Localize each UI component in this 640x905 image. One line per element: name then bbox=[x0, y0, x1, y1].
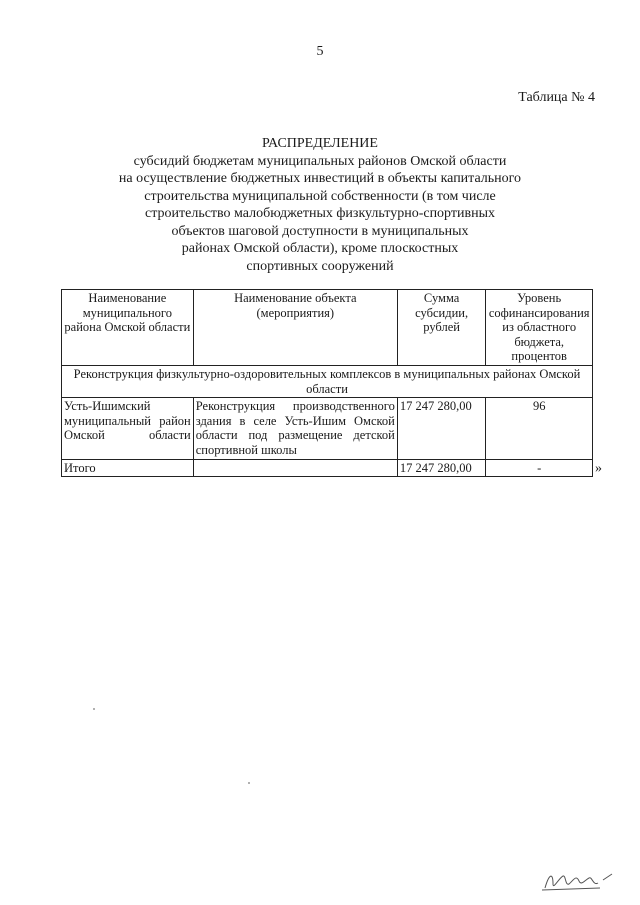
title-line: спортивных сооружений bbox=[246, 258, 394, 274]
title-line: строительства муниципальной собственности (в том числе bbox=[144, 188, 496, 204]
section-title: Реконструкция физкультурно-оздоровительных комплексов в муниципальных районах Омской области bbox=[62, 365, 593, 397]
scan-speck bbox=[248, 782, 250, 784]
header-amount: Сумма субсидии, рублей bbox=[397, 290, 486, 366]
header-district: Наименование муниципального района Омской области bbox=[62, 290, 194, 366]
total-label: Итого bbox=[62, 459, 194, 477]
document-title bbox=[0, 135, 640, 275]
closing-quote: » bbox=[595, 461, 602, 476]
title-line: строительство малобюджетных физкультурно-спортивных bbox=[145, 206, 495, 221]
table-section-row bbox=[62, 365, 593, 397]
cell-amount: 17 247 280,00 bbox=[397, 398, 486, 459]
scan-speck bbox=[93, 708, 95, 710]
title-line: объектов шаговой доступности в муниципальных bbox=[171, 223, 469, 239]
total-level: - bbox=[486, 459, 593, 477]
title-line: субсидий бюджетам муниципальных районов Омской области bbox=[133, 153, 507, 169]
header-object: Наименование объекта (мероприятия) bbox=[193, 290, 397, 366]
page-number: 5 bbox=[316, 44, 324, 59]
header-cofinancing: Уровень софинансирования из областного бюджета, процентов bbox=[486, 290, 593, 366]
title-line: районах Омской области), кроме плоскостных bbox=[181, 241, 459, 256]
cell-district: Усть-Ишимский муниципальный район Омской области bbox=[62, 398, 194, 459]
table-row bbox=[62, 398, 593, 459]
title-heading: РАСПРЕДЕЛЕНИЕ bbox=[262, 136, 378, 151]
table-label: Таблица № 4 bbox=[518, 90, 595, 105]
total-empty bbox=[193, 459, 397, 477]
table-header-row bbox=[62, 290, 593, 366]
signature-icon bbox=[540, 866, 615, 894]
cell-object: Реконструкция производственного здания в селе Усть-Ишим Омской области под размещение детской спортивной школы bbox=[193, 398, 397, 459]
title-line: на осуществление бюджетных инвестиций в объекты капитального bbox=[118, 171, 522, 186]
cell-level: 96 bbox=[486, 398, 593, 459]
total-amount: 17 247 280,00 bbox=[397, 459, 486, 477]
distribution-table bbox=[61, 289, 593, 477]
table-total-row bbox=[62, 459, 593, 477]
